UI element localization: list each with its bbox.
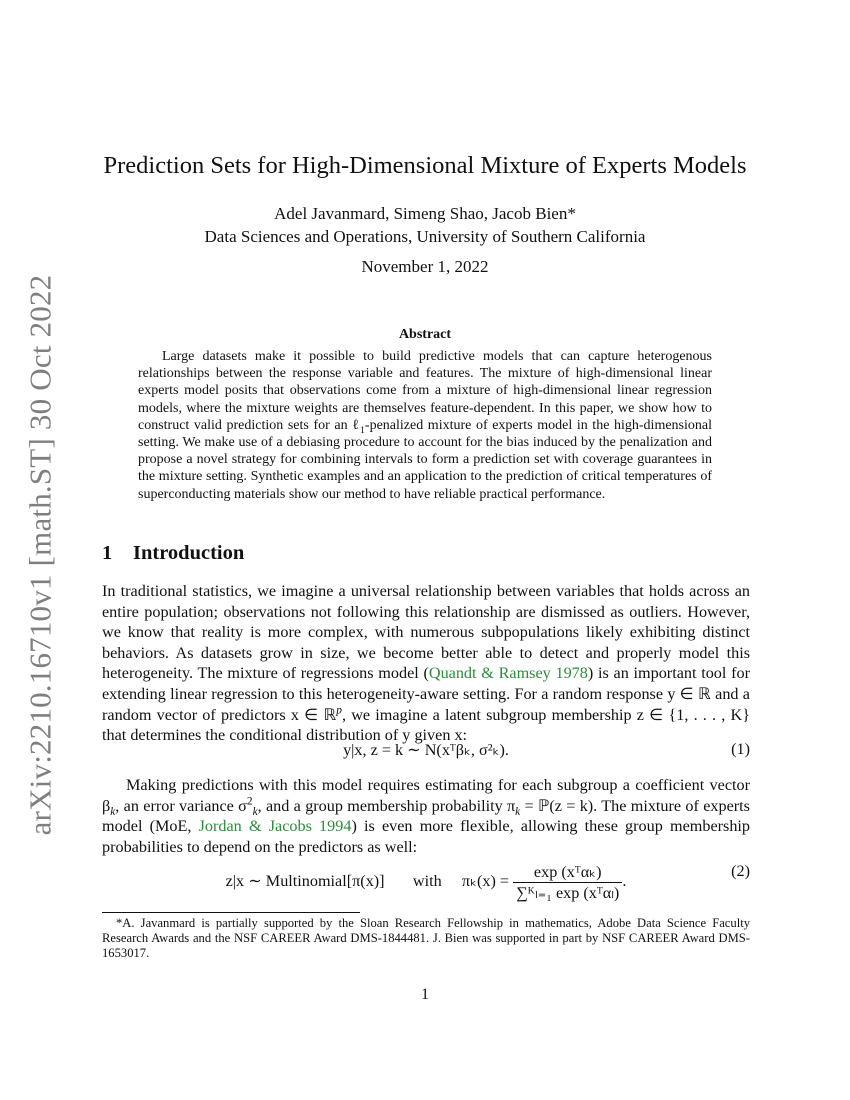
author-block: [0, 202, 850, 248]
paper-date: November 1, 2022: [361, 257, 489, 276]
intro-paragraph-1: In traditional statistics, we imagine a universal relationship between variables that holds across an entire population; observations not following this relationship are dismissed as outliers. However, we know that reality is more complex, with numerous subpopulations likely exhibiting distinct behaviors. As datasets grow in size, we become better able to detect and properly model this heterogeneity. The mixture of regressions model (Quandt & Ramsey 1978) is an important tool for extending linear regression to this heterogeneity-aware setting. For a random response y ∈ ℝ and a random vector of predictors x ∈ ℝ$^p$, we imagine a latent subgroup membership z ∈ {1, . . . , K} that determines the conditional distribution of y given x:: [102, 582, 750, 745]
intro-p2-text-b: , an error variance σ: [115, 796, 247, 815]
footnote-rule: [102, 912, 360, 913]
citation-link-jordan-jacobs[interactable]: Jordan & Jacobs 1994: [198, 817, 352, 836]
intro-p2-text-d: = ℙ(z = k). The mixture of experts model (MoE,: [102, 796, 750, 836]
equation-2-with: with: [412, 872, 442, 891]
citation-link-quandt-ramsey[interactable]: Quandt & Ramsey 1978: [428, 664, 588, 683]
intro-p1-text-b: ) is an important tool for extending linear regression to this heterogeneity-aware setting. For a random response y ∈ ℝ and a random vector of predictors x ∈ ℝ: [102, 664, 750, 724]
paper-title: Prediction Sets for High-Dimensional Mixture of Experts Models: [103, 152, 747, 179]
section-title: Introduction: [133, 542, 245, 564]
equation-2-expression: z|x ∼ Multinomial[π(x)] with πₖ(x) = $\frac{\text{exp (xᵀαₖ)}}{\text{∑ᴷₗ₌₁ exp (xᵀαₗ)}}$ .: [225, 863, 627, 902]
equation-2-lhs: z|x ∼ Multinomial[π(x)]: [225, 872, 385, 891]
arxiv-id-label: arXiv:2210.16710v1 [math.ST] 30 Oct 2022: [22, 274, 58, 836]
arxiv-sidebar-stamp: [18, 274, 62, 836]
equation-1-expression: y|x, z = k ∼ N(xᵀβₖ, σ²ₖ).: [343, 741, 509, 759]
footnote: *A. Javanmard is partially supported by the Sloan Research Fellowship in mathematics, Adobe Data Science Faculty Research Awards and the NSF CAREER Award DMS-1844481. J. Bien was supported in part by NSF CAREER Award DMS-1653017.: [102, 916, 750, 961]
equation-1-number: (1): [731, 740, 750, 758]
abstract-text-1: Large datasets make it possible to build predictive models that can capture heterogenous relationships between the response variable and features. The mixture of high-dimensional linear experts model posits that observations come from a mixture of high-dimensional linear regression models, where the mixture weights are themselves feature-dependent. In this paper, we show how to construct valid prediction sets for an ℓ: [138, 349, 712, 433]
section-heading: [102, 542, 244, 565]
equation-2-fraction: [513, 862, 622, 903]
equation-2-number: (2): [731, 862, 750, 880]
abstract-text-2: -penalized mixture of experts model in the high-dimensional setting. We make use of a debiasing procedure to account for the bias induced by the penalization and propose a novel strategy for combining intervals to form a prediction set with coverage guarantees in the mixture setting. Synthetic examples and an application to the prediction of critical temperatures of superconducting materials show our method to have reliable practical performance.: [138, 417, 712, 502]
abstract-heading: Abstract: [398, 327, 452, 342]
intro-p1-text-c: , we imagine a latent subgroup membership z ∈ {1, . . . , K} that determines the conditional distribution of y given x:: [102, 705, 750, 745]
author-names: Adel Javanmard, Simeng Shao, Jacob Bien*: [274, 204, 576, 223]
section-number: 1: [102, 542, 113, 564]
equation-2-denominator: ∑ᴷₗ₌₁ exp (xᵀαₗ): [516, 884, 620, 902]
intro-paragraph-2: Making predictions with this model requires estimating for each subgroup a coefficient vector $\beta_k$, an error variance $\sigma^2_k$, and a group membership probability $\pi_k$ = ℙ(z = k). The mixture of experts model (MoE, Jordan & Jacobs 1994) is even more flexible, allowing these group membership probabilities to depend on the predictors as well:: [102, 776, 751, 856]
equation-2-pi: πₖ(x) =: [461, 872, 510, 891]
intro-p2-text-e: ) is even more flexible, allowing these group membership probabilities to depend on the predictors as well:: [102, 817, 751, 856]
intro-p2-text-c: , and a group membership probability π: [257, 796, 516, 815]
intro-p1-text-a: In traditional statistics, we imagine a universal relationship between variables that holds across an entire population; observations not following this relationship are dismissed as outliers. However, we know that reality is more complex, with numerous subpopulations likely exhibiting distinct behaviors. As datasets grow in size, we become better able to detect and properly model this heterogeneity. The mixture of regressions model (: [102, 582, 750, 683]
intro-p2-text-a: Making predictions with this model requires estimating for each subgroup a coefficient vector β: [102, 776, 750, 815]
equation-2-numerator: exp (xᵀαₖ): [513, 862, 622, 883]
page-number: 1: [421, 986, 429, 1003]
author-affiliation: Data Sciences and Operations, University of Southern California: [204, 227, 646, 246]
abstract-body: Large datasets make it possible to build predictive models that can capture heterogenous relationships between the response variable and features. The mixture of high-dimensional linear experts model posits that observations come from a mixture of high-dimensional linear regression models, where the mixture weights are themselves feature-dependent. In this paper, we show how to construct valid prediction sets for an ℓ$_1$-penalized mixture of experts model in the high-dimensional setting. We make use of a debiasing procedure to account for the bias induced by the penalization and propose a novel strategy for combining intervals to form a prediction set with coverage guarantees in the mixture setting. Synthetic examples and an application to the prediction of critical temperatures of superconducting materials show our method to have reliable practical performance.: [138, 349, 712, 502]
